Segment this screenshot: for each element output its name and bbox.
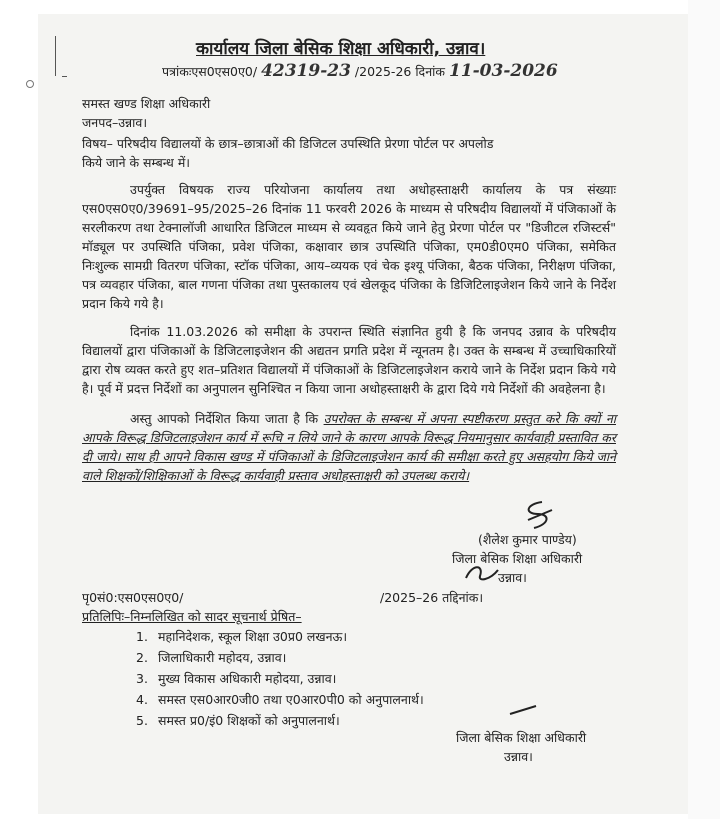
letter-year: /2025-26 दिनांक bbox=[354, 64, 445, 79]
signature-scribble bbox=[462, 560, 502, 586]
directive-underlined-text: उपरोक्त के सम्बन्ध में अपना स्पष्टीकरण प्रस्तुत करे कि क्यों ना आपके विरूद्ध डिजिटलाइजेशन कार्य में रूचि न लिये जाने के कारण आपके विरूद्ध नियमानुसार कार्यवाही प्रस्तावित कर दी जाये। साथ ही आपने विकास खण्ड में पंजिकाओं के डिजिटलाइजेशन कार्य की समीक्षा करते हुए असहयोग किये जाने वाले शिक्षकों/शिक्षिकाओं के विरूद्ध कार्यवाही प्रस्ताव अधोहस्ताक्षरी को उपलब्ध कराये। bbox=[82, 411, 616, 483]
page-edge bbox=[688, 0, 720, 819]
office-title: कार्यालय जिला बेसिक शिक्षा अधिकारी, उन्नाव। bbox=[196, 39, 486, 59]
copy-intro: प्रतिलिपिः–निम्नलिखित को सादर सूचनार्थ प्रेषित– bbox=[82, 609, 302, 624]
letter-date: 11-03-2026 bbox=[448, 61, 558, 81]
letter-number: 42319-23 bbox=[261, 61, 351, 81]
footer-signatory-place: उन्नाव। bbox=[504, 749, 533, 764]
signature-scribble bbox=[506, 702, 542, 718]
margin-pen-mark bbox=[62, 76, 67, 77]
letter-reference bbox=[162, 62, 558, 81]
signatory-title: जिला बेसिक शिक्षा अधिकारी bbox=[452, 551, 583, 566]
addressee-line: समस्त खण्ड शिक्षा अधिकारी bbox=[82, 96, 211, 111]
punch-hole-mark bbox=[26, 80, 34, 88]
copy-reference-prefix: पृ0सं0:एस0एस0ए0/ bbox=[82, 590, 184, 605]
subject-line: विषय– परिषदीय विद्यालयों के छात्र–छात्राओं की डिजिटल उपस्थिति प्रेरणा पोर्टल पर अपलोड bbox=[82, 136, 494, 151]
letter-prefix: पत्रांकःएस0एस0ए0/ bbox=[162, 64, 258, 79]
list-item: 3. मुख्य विकास अधिकारी महोदया, उन्नाव। bbox=[136, 671, 337, 686]
signature-scribble bbox=[520, 498, 560, 532]
directive-paragraph bbox=[82, 409, 616, 485]
signatory-name: (शैलेश कुमार पाण्डेय) bbox=[478, 532, 577, 547]
list-item: 1. महानिदेशक, स्कूल शिक्षा उ0प्र0 लखनऊ। bbox=[136, 629, 348, 644]
list-item: 2. जिलाधिकारी महोदय, उन्नाव। bbox=[136, 650, 287, 665]
copy-recipient-list bbox=[136, 626, 424, 731]
body-paragraph: दिनांक 11.03.2026 को समीक्षा के उपरान्त स्थिति संज्ञानित हुयी है कि जनपद उन्नाव के परिषदीय विद्यालयों द्वारा पंजिकाओं के डिजिटलाइजेशन की अद्यतन प्रगति प्रदेश में न्यूनतम है। उक्त के सम्बन्ध में उच्चाधिकारियों द्वारा रोष व्यक्त करते हुए शत–प्रतिशत विद्यालयों में पंजिकाओं के डिजिटलाइजेशन कराये जाने के निर्देश प्रदान किये गये है। पूर्व में प्रदत्त निर्देशों का अनुपालन सुनिश्चित न किया जाना अधोहस्ताक्षरी के द्वारा दिये गये निर्देशों की अवहेलना है। bbox=[82, 324, 616, 396]
copy-reference-suffix: /2025–26 तद्दिनांक। bbox=[380, 590, 484, 605]
signatory-place: उन्नाव। bbox=[498, 570, 527, 585]
list-item: 4. समस्त एस0आर0जी0 तथा ए0आर0पी0 को अनुपालनार्थ। bbox=[136, 692, 424, 707]
list-item: 5. समस्त प्र0/इं0 शिक्षकों को अनुपालनार्थ। bbox=[136, 713, 340, 728]
directive-lead: अस्तु आपको निर्देशित किया जाता है कि bbox=[130, 411, 319, 426]
margin-pen-mark bbox=[55, 36, 56, 76]
subject-line: किये जाने के सम्बन्ध में। bbox=[82, 155, 191, 170]
body-paragraph: उपर्युक्त विषयक राज्य परियोजना कार्यालय तथा अधोहस्ताक्षरी कार्यालय के पत्र संख्याः एस0एस0ए0/39691–95/2025–26 दिनांक 11 फरवरी 2026 के माध्यम से परिषदीय विद्यालयों में पंजिकाओं के सरलीकरण तथा टेक्नालॉजी आधारित डिजिटल माध्यम से व्यवहृत किये जाने हेतु प्रेरणा पोर्टल पर "डिजीटल रजिस्टर्स" मॉड्यूल पर उपस्थिति पंजिका, प्रवेश पंजिका, कक्षावार छात्र उपस्थिति पंजिका, एम0डी0एम0 पंजिका, समेकित निःशुल्क सामग्री वितरण पंजिका, स्टॉक पंजिका, आय–व्ययक एवं चेक इश्यू पंजिका, बैठक पंजिका, निरीक्षण पंजिका, पत्र व्यवहार पंजिका, बाल गणना पंजिका तथा पुस्तकालय एवं खेलकूद पंजिका के डिजिटिलाइजेशन किये जाने के निर्देश प्रदान किये गये है। bbox=[82, 182, 616, 311]
footer-signatory-title: जिला बेसिक शिक्षा अधिकारी bbox=[456, 730, 587, 745]
addressee-district: जनपद–उन्नाव। bbox=[82, 115, 148, 130]
